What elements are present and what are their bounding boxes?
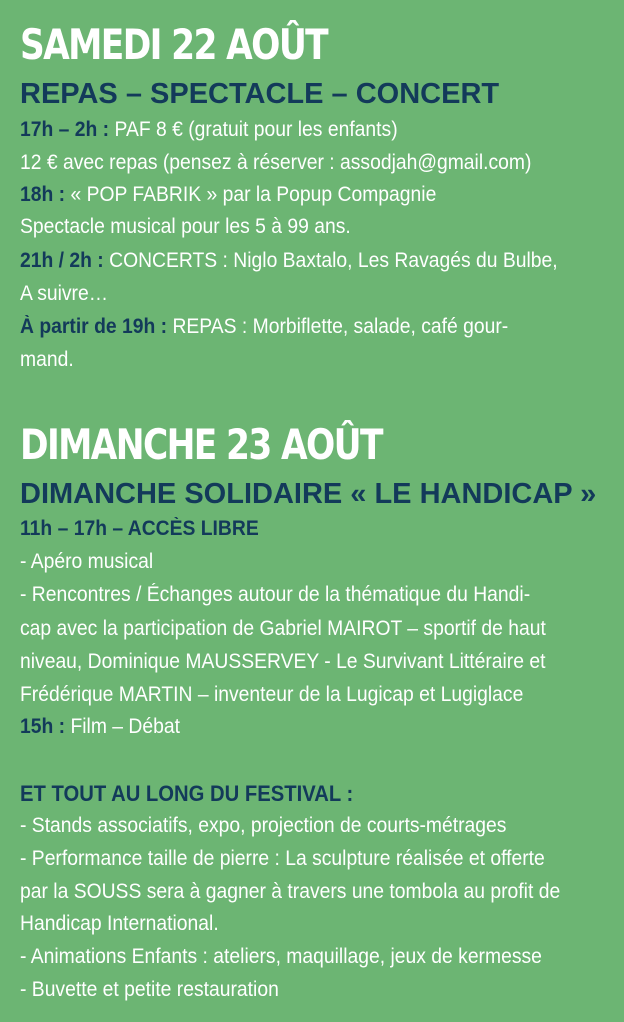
saturday-line-6 <box>20 283 108 304</box>
sunday-text-2: - Apéro musical <box>20 550 154 573</box>
saturday-title: SAMEDI 22 AOÛT <box>20 20 328 69</box>
sunday-line-6 <box>20 684 523 705</box>
saturday-time-1: 17h – 2h : <box>20 118 110 141</box>
saturday-text-8: mand. <box>20 348 74 371</box>
saturday-text-6: A suivre… <box>20 282 109 305</box>
sunday-text-3: - Rencontres / Échanges autour de la thématique du Handi- <box>20 583 531 606</box>
saturday-line-5 <box>20 250 558 271</box>
saturday-line-1 <box>20 119 398 140</box>
sunday-text-7: Film – Débat <box>65 715 180 738</box>
sunday-text-4: cap avec la participation de Gabriel MAIROT – sportif de haut <box>20 617 546 640</box>
saturday-subtitle: REPAS – SPECTACLE – CONCERT <box>20 78 500 110</box>
saturday-line-8 <box>20 349 74 370</box>
saturday-text-3: « POP FABRIK » par la Popup Compagnie <box>65 183 437 206</box>
festival-line-1: - Stands associatifs, expo, projection de courts-métrages <box>20 814 507 837</box>
sunday-time-1: 11h – 17h – ACCÈS LIBRE <box>20 517 259 540</box>
sunday-line-5 <box>20 651 545 672</box>
saturday-time-3: 18h : <box>20 183 66 206</box>
saturday-text-5: CONCERTS : Niglo Baxtalo, Les Ravagés du Bulbe, <box>103 249 558 272</box>
saturday-time-5: 21h / 2h : <box>20 249 104 272</box>
saturday-line-4 <box>20 216 351 237</box>
sunday-line-1 <box>20 518 259 539</box>
sunday-text-6: Frédérique MARTIN – inventeur de la Lugicap et Lugiglace <box>20 683 524 706</box>
saturday-text-4: Spectacle musical pour les 5 à 99 ans. <box>20 215 351 238</box>
festival-line-6: - Buvette et petite restauration <box>20 978 279 1001</box>
saturday-line-7 <box>20 316 508 337</box>
festival-line-4: Handicap International. <box>20 912 219 935</box>
sunday-text-5: niveau, Dominique MAUSSERVEY - Le Survivant Littéraire et <box>20 650 546 673</box>
sunday-line-2 <box>20 551 153 572</box>
festival-line-2: - Performance taille de pierre : La sculpture réalisée et offerte <box>20 847 545 870</box>
saturday-text-2: 12 € avec repas (pensez à réserver : assodjah@gmail.com) <box>20 151 532 174</box>
saturday-text-1: PAF 8 € (gratuit pour les enfants) <box>109 118 398 141</box>
sunday-time-7: 15h : <box>20 715 66 738</box>
saturday-line-3 <box>20 184 436 205</box>
sunday-line-3 <box>20 584 530 605</box>
saturday-text-7: REPAS : Morbiflette, salade, café gour- <box>167 315 509 338</box>
sunday-line-7 <box>20 716 180 737</box>
festival-line-3: par la SOUSS sera à gagner à travers une tombola au profit de <box>20 880 561 903</box>
sunday-title: DIMANCHE 23 AOÛT <box>20 420 382 469</box>
saturday-time-7: À partir de 19h : <box>20 315 168 338</box>
sunday-subtitle: DIMANCHE SOLIDAIRE « LE HANDICAP » <box>20 478 597 510</box>
festival-line-5: - Animations Enfants : ateliers, maquillage, jeux de kermesse <box>20 945 542 968</box>
festival-heading: ET TOUT AU LONG DU FESTIVAL : <box>20 781 354 806</box>
sunday-line-4 <box>20 618 546 639</box>
saturday-line-2 <box>20 152 531 173</box>
